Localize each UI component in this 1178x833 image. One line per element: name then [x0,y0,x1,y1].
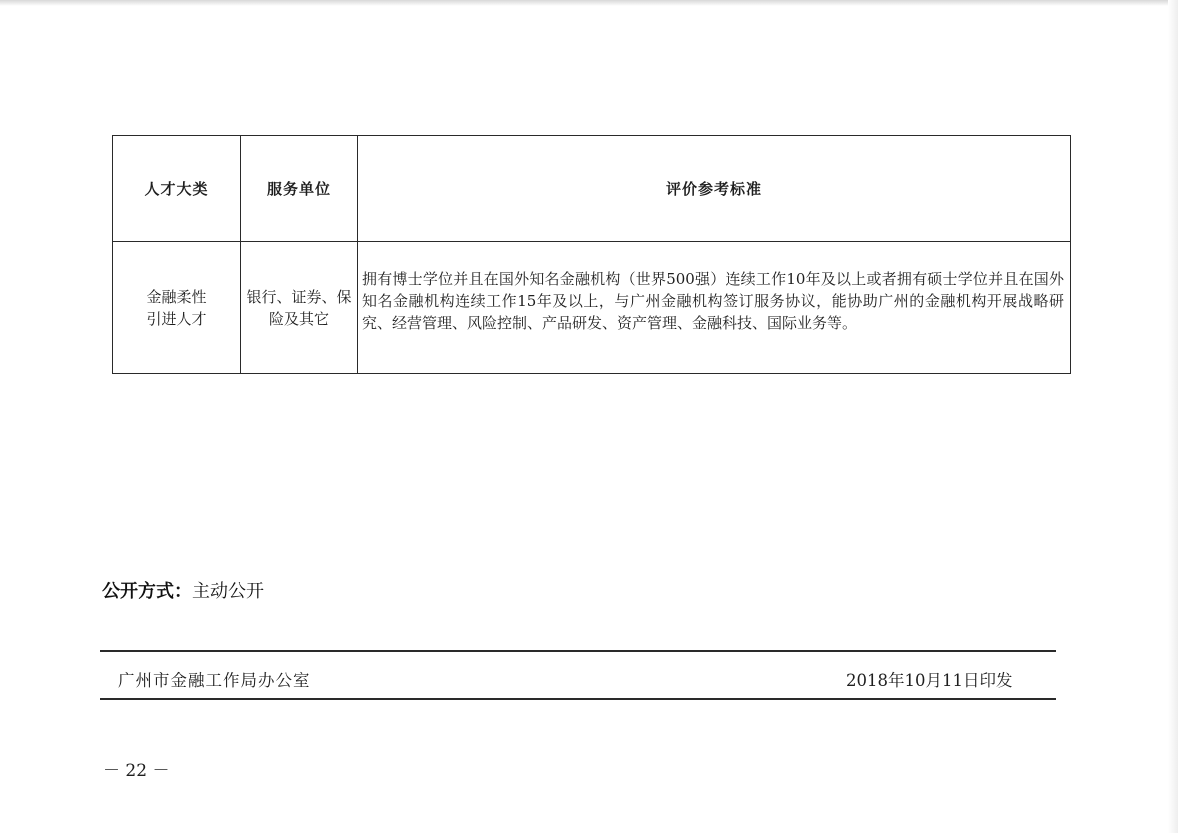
disclosure-method [102,577,264,603]
disclosure-value: 主动公开 [192,581,264,602]
header-service-unit: 服务单位 [241,136,358,242]
table-row [113,242,1071,374]
talent-category-line2: 引进人才 [146,309,207,328]
header-evaluation-criteria: 评价参考标准 [358,136,1071,242]
disclosure-label: 公开方式： [102,581,192,602]
page-number: － 22 － [103,761,170,781]
issuing-office: 广州市金融工作局办公室 [118,671,311,690]
scan-edge-top [0,0,1178,6]
header-talent-category: 人才大类 [113,136,241,242]
talent-category-line1: 金融柔性 [146,287,207,306]
issue-date: 2018年10月11日印发 [846,671,1013,690]
service-unit-line2: 险及其它 [268,309,329,328]
talent-category-cell [113,242,241,374]
scan-edge-right [1168,0,1178,833]
table-header-row [113,136,1071,242]
evaluation-criteria-cell: 拥有博士学位并且在国外知名金融机构（世界500强）连续工作10年及以上或者拥有硕士学位并且在国外知名金融机构连续工作15年及以上，与广州金融机构签订服务协议，能协助广州的金融机构开展战略研究、经营管理、风险控制、产品研发、资产管理、金融科技、国际业务等。 [358,242,1071,374]
service-unit-cell [241,242,358,374]
service-unit-line1: 银行、证券、保 [246,287,352,306]
talent-criteria-table [112,135,1071,374]
footer-rule-top [100,650,1056,652]
footer-rule-bottom [100,698,1056,700]
